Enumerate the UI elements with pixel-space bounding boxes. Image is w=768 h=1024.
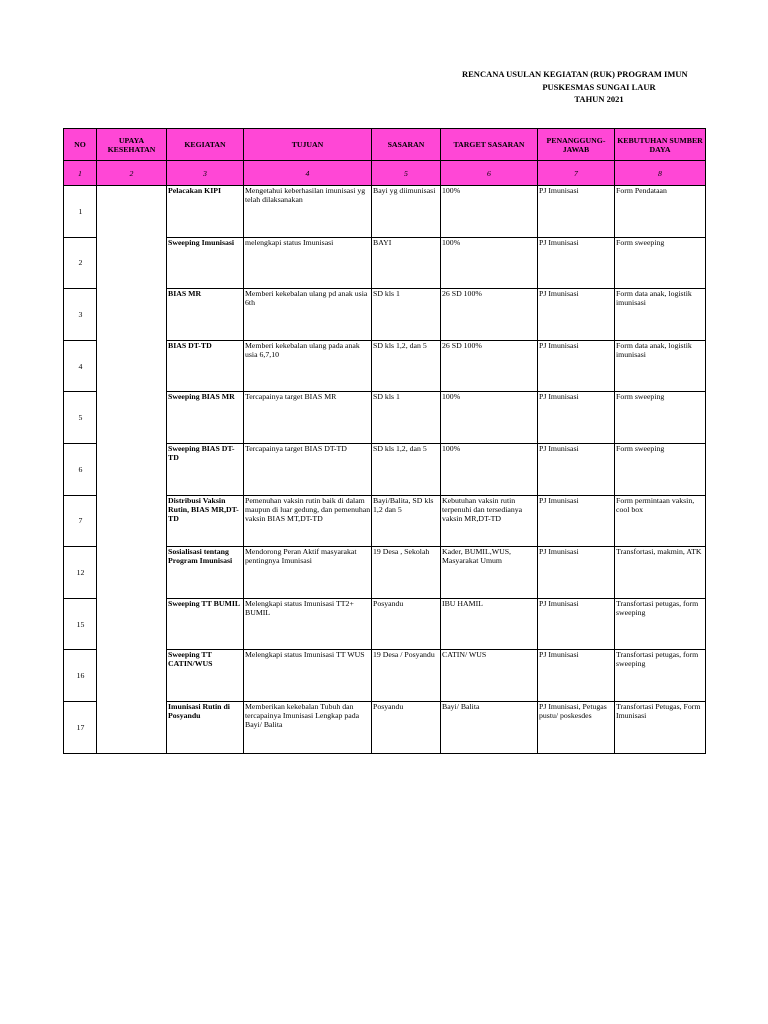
kebutuhan-cell: Transfortasi Petugas, Form Imunisasi: [615, 701, 706, 753]
column-number: 5: [372, 161, 441, 186]
column-header-tujuan: TUJUAN: [244, 129, 372, 161]
penanggung-jawab-cell: PJ Imunisasi: [538, 650, 615, 702]
sasaran-cell: Bayi/Balita, SD kls 1,2 dan 5: [372, 495, 441, 547]
kebutuhan-cell: Form data anak, logistik imunisasi: [615, 289, 706, 341]
sasaran-cell: Posyandu: [372, 701, 441, 753]
kegiatan-cell: Sweeping TT CATIN/WUS: [167, 650, 244, 702]
penanggung-jawab-cell: PJ Imunisasi, Petugas pustu/ poskesdes: [538, 701, 615, 753]
row-number: 3: [64, 289, 97, 341]
document-subtitle-puskesmas: PUSKESMAS SUNGAI LAUR: [542, 81, 656, 92]
column-header-upaya: UPAYA KESEHATAN: [97, 129, 167, 161]
tujuan-cell: Mendorong Peran Aktif masyarakat pentingnya Imunisasi: [244, 547, 372, 599]
sasaran-cell: SD kls 1: [372, 392, 441, 444]
sasaran-cell: Bayi yg diimunisasi: [372, 186, 441, 238]
target-sasaran-cell: 100%: [441, 392, 538, 444]
kebutuhan-cell: Transfortasi petugas, form sweeping: [615, 650, 706, 702]
penanggung-jawab-cell: PJ Imunisasi: [538, 186, 615, 238]
tujuan-cell: Memberi kekebalan ulang pada anak usia 6,7,10: [244, 340, 372, 392]
sasaran-cell: SD kls 1,2, dan 5: [372, 340, 441, 392]
tujuan-cell: Pemenuhan vaksin rutin baik di dalam maupun di luar gedung, dan pemenuhan vaksin BIAS MT,DT-TD: [244, 495, 372, 547]
target-sasaran-cell: 100%: [441, 186, 538, 238]
document-header: [430, 68, 768, 106]
kegiatan-cell: Imunisasi Rutin di Posyandu: [167, 701, 244, 753]
kebutuhan-cell: Form sweeping: [615, 443, 706, 495]
target-sasaran-cell: Kebutuhan vaksin rutin terpenuhi dan tersedianya vaksin MR,DT-TD: [441, 495, 538, 547]
tujuan-cell: Melengkapi status Imunisasi TT2+ BUMIL: [244, 598, 372, 650]
column-header-kebutuhan: KEBUTUHAN SUMBER DAYA: [615, 129, 706, 161]
penanggung-jawab-cell: PJ Imunisasi: [538, 289, 615, 341]
penanggung-jawab-cell: PJ Imunisasi: [538, 340, 615, 392]
target-sasaran-cell: 100%: [441, 443, 538, 495]
kebutuhan-cell: Form permintaan vaksin, cool box: [615, 495, 706, 547]
column-number: 3: [167, 161, 244, 186]
column-number: 7: [538, 161, 615, 186]
kegiatan-cell: BIAS DT-TD: [167, 340, 244, 392]
sasaran-cell: SD kls 1,2, dan 5: [372, 443, 441, 495]
document-title: RENCANA USULAN KEGIATAN (RUK) PROGRAM IMUN: [462, 69, 688, 79]
target-sasaran-cell: IBU HAMIL: [441, 598, 538, 650]
kegiatan-cell: Distribusi Vaksin Rutin, BIAS MR,DT-TD: [167, 495, 244, 547]
penanggung-jawab-cell: PJ Imunisasi: [538, 598, 615, 650]
penanggung-jawab-cell: PJ Imunisasi: [538, 392, 615, 444]
target-sasaran-cell: 26 SD 100%: [441, 340, 538, 392]
tujuan-cell: Memberikan kekebalan Tubuh dan tercapainya Imunisasi Lengkap pada Bayi/ Balita: [244, 701, 372, 753]
penanggung-jawab-cell: PJ Imunisasi: [538, 495, 615, 547]
target-sasaran-cell: CATIN/ WUS: [441, 650, 538, 702]
row-number: 15: [64, 598, 97, 650]
tujuan-cell: Tercapainya target BIAS DT-TD: [244, 443, 372, 495]
sasaran-cell: Posyandu: [372, 598, 441, 650]
tujuan-cell: Melengkapi status Imunisasi TT WUS: [244, 650, 372, 702]
column-header-sasaran: SASARAN: [372, 129, 441, 161]
column-header-no: NO: [64, 129, 97, 161]
kegiatan-cell: Sosialisasi tentang Program Imunisasi: [167, 547, 244, 599]
column-number: 8: [615, 161, 706, 186]
table-row: [64, 186, 706, 238]
tujuan-cell: Tercapainya target BIAS MR: [244, 392, 372, 444]
kegiatan-cell: Sweeping BIAS DT-TD: [167, 443, 244, 495]
table-header-row: [64, 129, 706, 161]
sasaran-cell: 19 Desa / Posyandu: [372, 650, 441, 702]
tujuan-cell: melengkapi status Imunisasi: [244, 237, 372, 289]
column-header-penanggung-jawab: PENANGGUNG-JAWAB: [538, 129, 615, 161]
kebutuhan-cell: Transfortasi petugas, form sweeping: [615, 598, 706, 650]
penanggung-jawab-cell: PJ Imunisasi: [538, 443, 615, 495]
tujuan-cell: Mengetahui keberhasilan imunisasi yg telah dilaksanakan: [244, 186, 372, 238]
column-number: 2: [97, 161, 167, 186]
kegiatan-cell: Sweeping TT BUMIL: [167, 598, 244, 650]
target-sasaran-cell: Bayi/ Balita: [441, 701, 538, 753]
target-sasaran-cell: Kader, BUMIL,WUS, Masyarakat Umum: [441, 547, 538, 599]
column-number: 1: [64, 161, 97, 186]
kegiatan-cell: Sweeping BIAS MR: [167, 392, 244, 444]
row-number: 2: [64, 237, 97, 289]
tujuan-cell: Memberi kekebalan ulang pd anak usia 6th: [244, 289, 372, 341]
row-number: 12: [64, 547, 97, 599]
kebutuhan-cell: Form Pendataan: [615, 186, 706, 238]
kegiatan-cell: BIAS MR: [167, 289, 244, 341]
target-sasaran-cell: 100%: [441, 237, 538, 289]
row-number: 16: [64, 650, 97, 702]
table-body: [64, 186, 706, 754]
row-number: 5: [64, 392, 97, 444]
upaya-kesehatan-cell: [97, 186, 167, 754]
sasaran-cell: BAYI: [372, 237, 441, 289]
kegiatan-cell: Sweeping Imunisasi: [167, 237, 244, 289]
table-column-number-row: [64, 161, 706, 186]
kebutuhan-cell: Form data anak, logistik imunisasi: [615, 340, 706, 392]
kebutuhan-cell: Form sweeping: [615, 237, 706, 289]
ruk-table: [63, 128, 706, 754]
column-header-target: TARGET SASARAN: [441, 129, 538, 161]
column-header-kegiatan: KEGIATAN: [167, 129, 244, 161]
penanggung-jawab-cell: PJ Imunisasi: [538, 547, 615, 599]
kebutuhan-cell: Form sweeping: [615, 392, 706, 444]
target-sasaran-cell: 26 SD 100%: [441, 289, 538, 341]
penanggung-jawab-cell: PJ Imunisasi: [538, 237, 615, 289]
row-number: 7: [64, 495, 97, 547]
row-number: 4: [64, 340, 97, 392]
kebutuhan-cell: Transfortasi, makmin, ATK: [615, 547, 706, 599]
row-number: 1: [64, 186, 97, 238]
document-subtitle-year: TAHUN 2021: [574, 94, 624, 104]
column-number: 4: [244, 161, 372, 186]
row-number: 6: [64, 443, 97, 495]
sasaran-cell: SD kls 1: [372, 289, 441, 341]
column-number: 6: [441, 161, 538, 186]
kegiatan-cell: Pelacakan KIPI: [167, 186, 244, 238]
row-number: 17: [64, 701, 97, 753]
sasaran-cell: 19 Desa , Sekolah: [372, 547, 441, 599]
